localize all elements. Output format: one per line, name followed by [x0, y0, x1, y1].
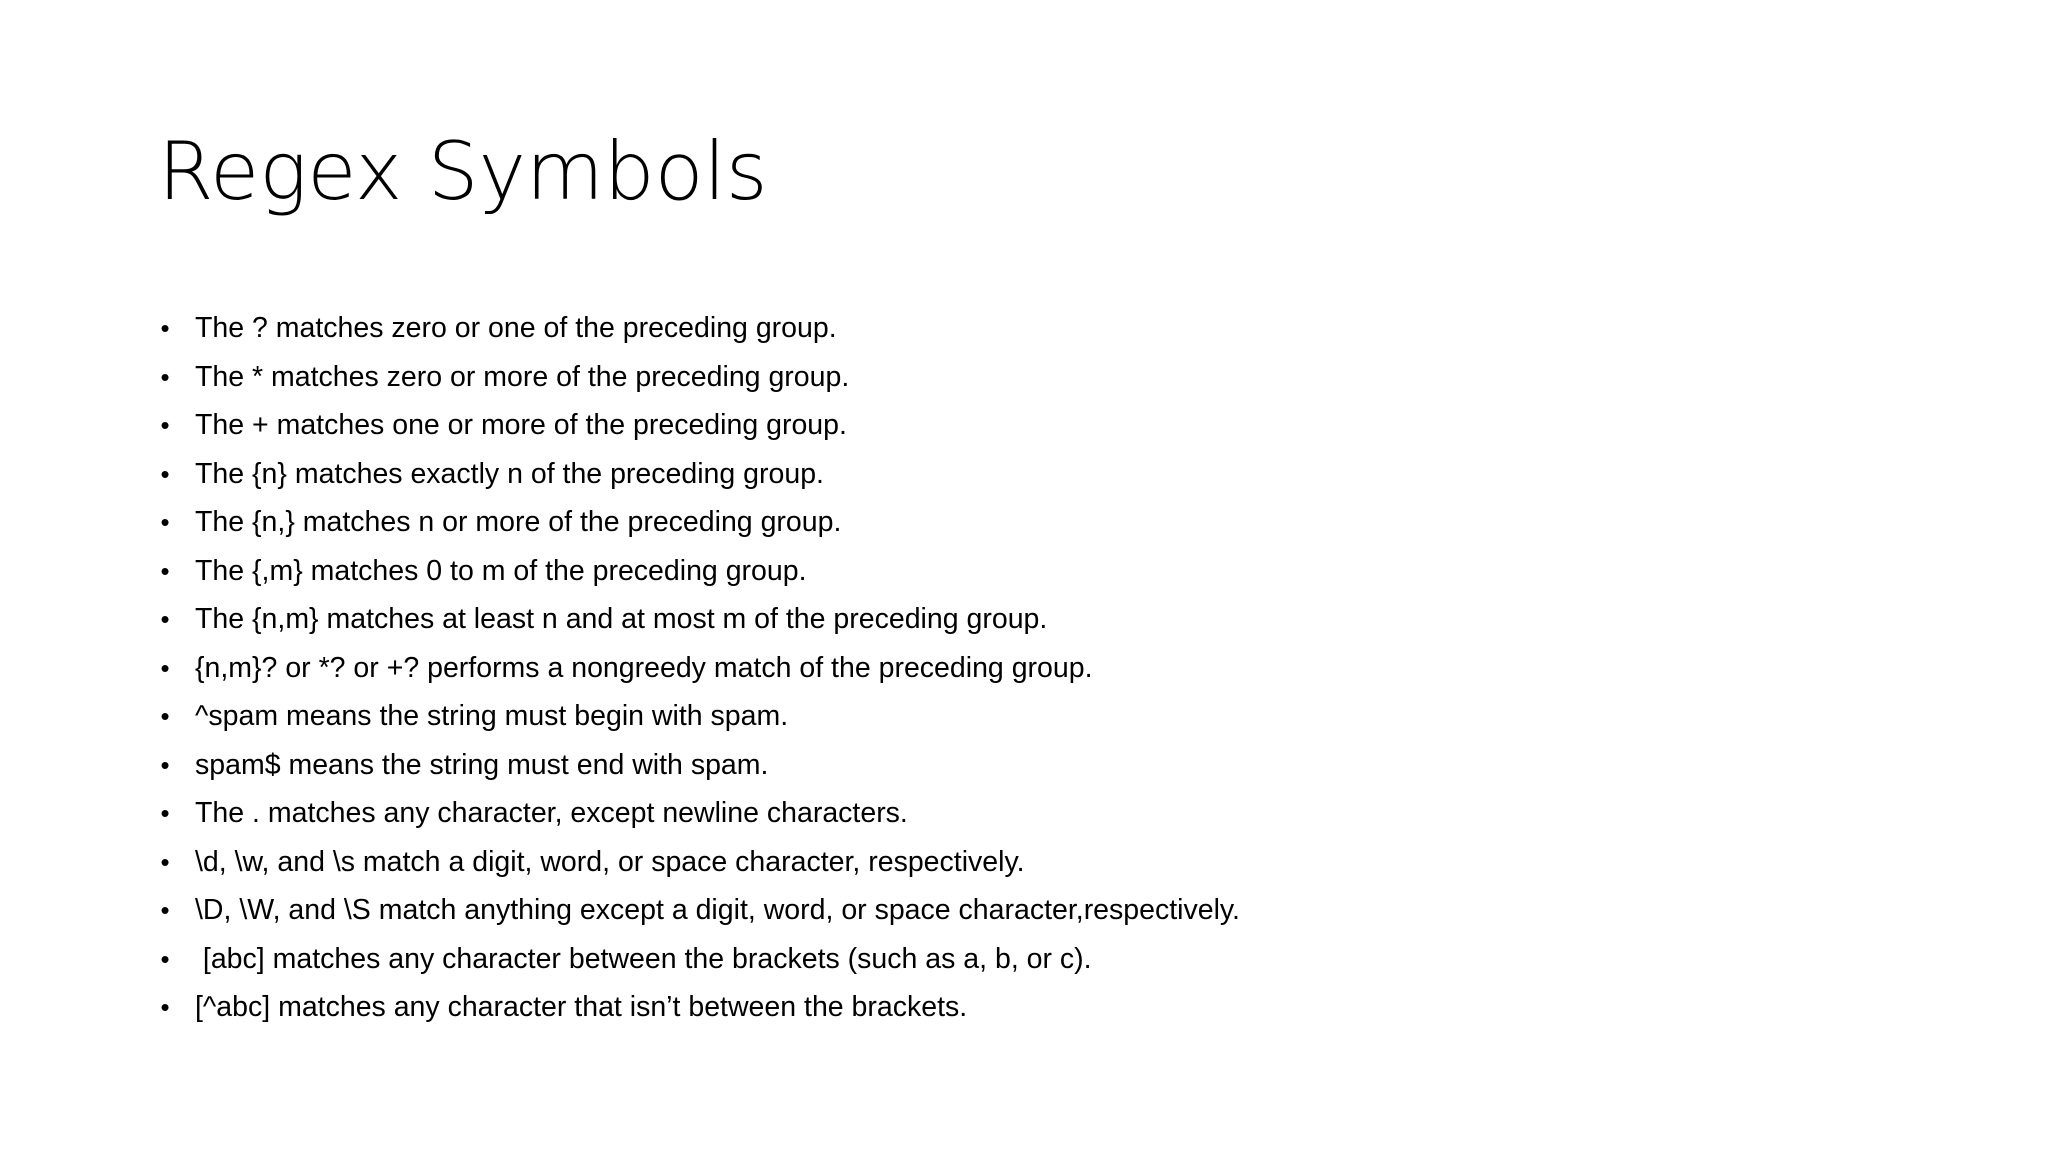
list-item	[155, 789, 1240, 838]
bullet-text: \D, \W, and \S match anything except a digit, word, or space character,respectively.	[195, 894, 1240, 926]
bullet-text: The . matches any character, except newline characters.	[195, 797, 908, 829]
list-item	[155, 644, 1240, 693]
bullet-text: ^spam means the string must begin with spam.	[195, 700, 789, 732]
bullet-text: The + matches one or more of the preceding group.	[195, 409, 847, 441]
list-item	[155, 450, 1240, 499]
bullet-icon: •	[160, 701, 170, 731]
bullet-text: \d, \w, and \s match a digit, word, or space character, respectively.	[195, 845, 1025, 878]
list-item	[155, 983, 1240, 1032]
bullet-icon: •	[160, 410, 170, 440]
bullet-text: The {n,} matches n or more of the preceding group.	[195, 506, 842, 538]
bullet-icon: •	[160, 652, 170, 683]
list-item	[155, 935, 1240, 984]
slide-title: Regex Symbols	[158, 125, 768, 218]
list-item	[155, 498, 1240, 547]
list-item	[155, 595, 1240, 644]
bullet-text: spam$ means the string must end with spam.	[195, 748, 769, 781]
bullet-icon: •	[160, 895, 170, 925]
bullet-icon: •	[160, 361, 170, 392]
bullet-text: The {n} matches exactly n of the preceding group.	[195, 457, 824, 490]
list-item	[155, 741, 1240, 790]
bullet-icon: •	[160, 458, 170, 489]
list-item	[155, 838, 1240, 887]
bullet-text: The {n,m} matches at least n and at most m of the preceding group.	[195, 603, 1048, 635]
bullet-text: The {,m} matches 0 to m of the preceding group.	[195, 554, 807, 587]
bullet-text: [^abc] matches any character that isn’t between the brackets.	[195, 991, 968, 1023]
bullet-text: [abc] matches any character between the brackets (such as a, b, or c).	[195, 942, 1092, 975]
bullet-icon: •	[160, 943, 170, 974]
list-item	[155, 401, 1240, 450]
list-item	[155, 304, 1240, 353]
bullet-text: The ? matches zero or one of the preceding group.	[195, 312, 837, 344]
bullet-list	[155, 304, 1240, 1032]
bullet-icon: •	[160, 313, 170, 343]
bullet-icon: •	[160, 798, 170, 828]
bullet-icon: •	[160, 749, 170, 780]
bullet-icon: •	[160, 604, 170, 634]
list-item	[155, 886, 1240, 935]
list-item	[155, 692, 1240, 741]
bullet-icon: •	[160, 846, 170, 877]
bullet-icon: •	[160, 992, 170, 1022]
bullet-text: {n,m}? or *? or +? performs a nongreedy match of the preceding group.	[195, 651, 1093, 684]
list-item	[155, 547, 1240, 596]
bullet-text: The * matches zero or more of the preceding group.	[195, 360, 850, 393]
list-item	[155, 353, 1240, 402]
bullet-icon: •	[160, 507, 170, 537]
bullet-icon: •	[160, 555, 170, 586]
